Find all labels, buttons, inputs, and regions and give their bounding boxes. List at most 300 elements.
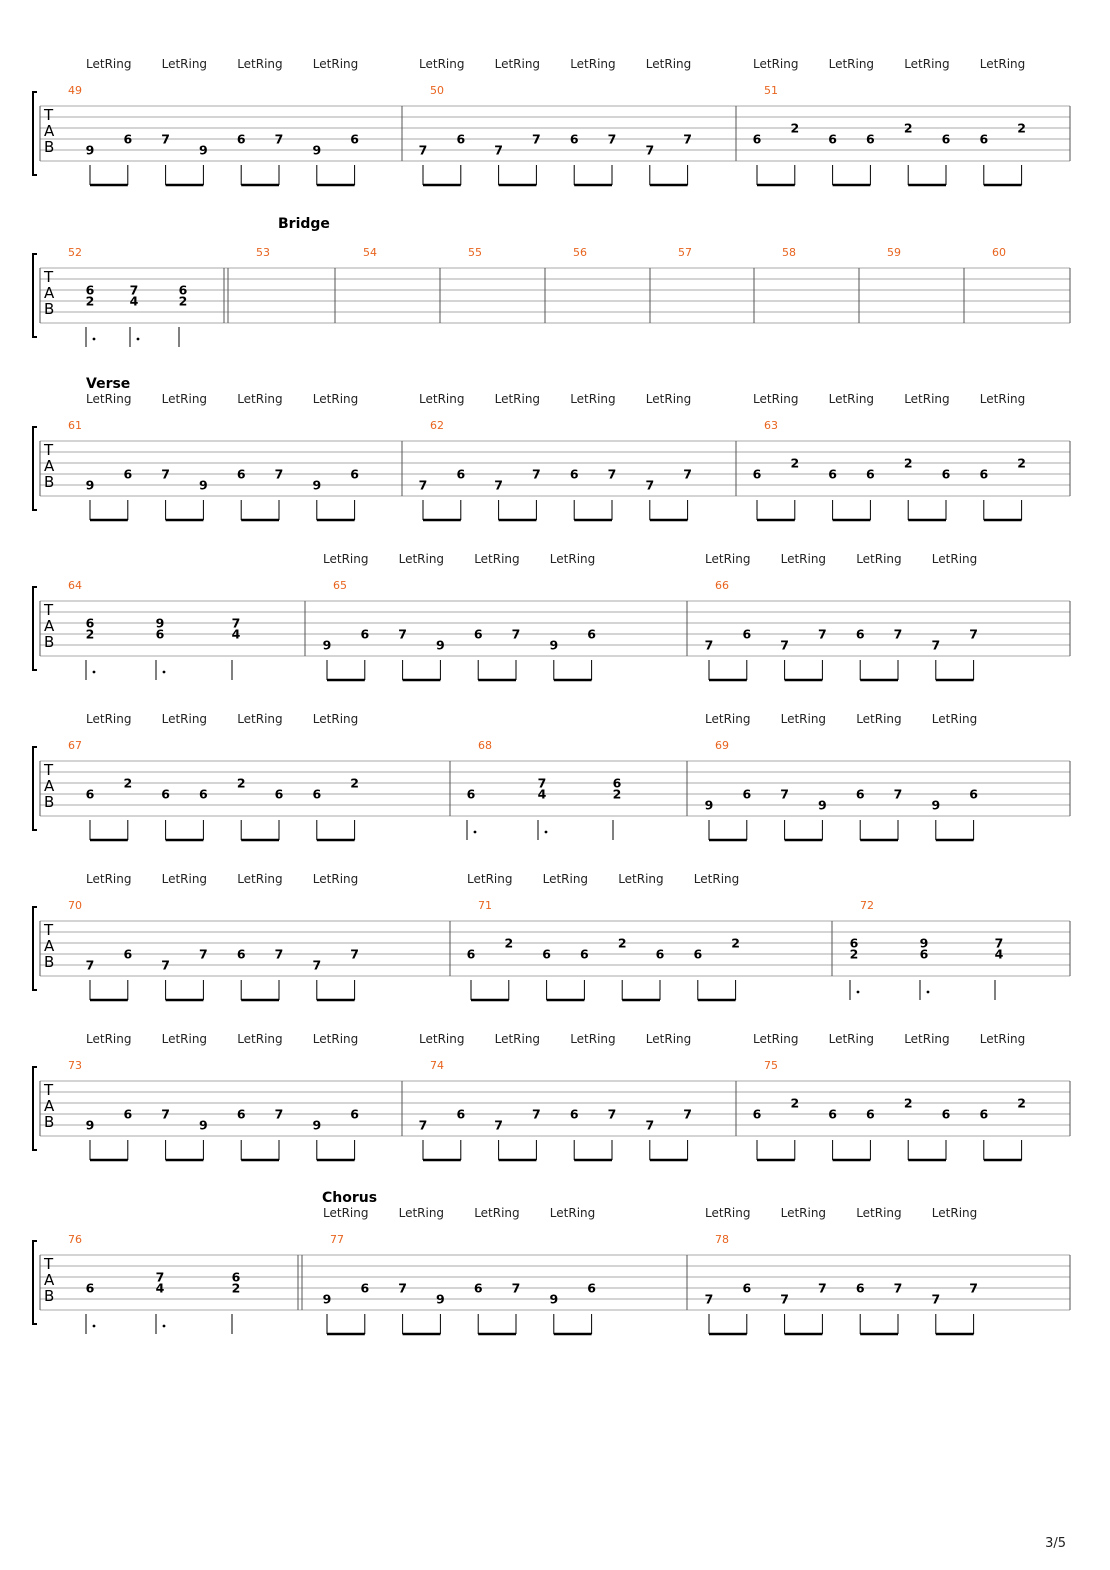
fret-number: 7	[85, 957, 95, 973]
dot	[93, 1325, 96, 1328]
fret-number: 2	[504, 935, 514, 951]
fret-number: 7	[274, 466, 284, 482]
fret-number: 9	[199, 1117, 208, 1133]
let-ring-marking: LetRing	[312, 712, 359, 726]
let-ring-marking: LetRing	[780, 552, 827, 566]
section-label: Bridge	[278, 216, 330, 232]
let-ring-marking: LetRing	[312, 1032, 359, 1046]
let-ring-marking: LetRing	[705, 552, 751, 566]
fret-number: 7	[931, 1291, 941, 1307]
fret-number: 7	[161, 131, 170, 147]
fret-number: 6	[919, 946, 929, 962]
fret-number: 2	[617, 935, 627, 951]
let-ring-marking: LetRing	[161, 712, 208, 726]
fret-number: 6	[855, 1280, 865, 1296]
let-ring-marking: LetRing	[398, 1206, 445, 1220]
measure-number: 49	[68, 84, 82, 97]
let-ring-marking: LetRing	[904, 392, 950, 406]
tab-clef-letter: B	[44, 793, 55, 811]
fret-number: 7	[683, 1106, 692, 1122]
let-ring-marking: LetRing	[237, 712, 283, 726]
fret-number: 6	[123, 946, 133, 962]
fret-number: 2	[790, 455, 800, 471]
fret-number: 4	[994, 946, 1004, 962]
section-label: Chorus	[322, 1190, 378, 1206]
let-ring-marking: LetRing	[979, 1032, 1026, 1046]
fret-number: 6	[587, 626, 596, 642]
fret-number: 7	[418, 477, 428, 493]
tab-clef-letter: A	[44, 1097, 55, 1115]
let-ring-marking: LetRing	[237, 1032, 283, 1046]
let-ring-marking: LetRing	[86, 1032, 132, 1046]
fret-number: 2	[178, 293, 188, 309]
measure-number: 71	[478, 899, 492, 912]
measure-number: 54	[363, 246, 377, 259]
tab-clef-letter: B	[44, 953, 55, 971]
let-ring-marking: LetRing	[419, 1032, 465, 1046]
dot	[163, 671, 166, 674]
measure-number: 53	[256, 246, 270, 259]
tab-clef-letter: T	[44, 268, 54, 286]
staff-bracket	[33, 587, 37, 670]
fret-number: 7	[683, 466, 692, 482]
tab-clef-letter: A	[44, 617, 55, 635]
fret-number: 6	[466, 786, 476, 802]
fret-number: 7	[199, 946, 208, 962]
dot	[474, 831, 477, 834]
fret-number: 6	[123, 1106, 133, 1122]
fret-number: 6	[236, 466, 246, 482]
fret-number: 7	[494, 477, 503, 493]
dot	[163, 1325, 166, 1328]
let-ring-marking: LetRing	[323, 1206, 369, 1220]
fret-number: 7	[931, 637, 941, 653]
measure-number: 76	[68, 1233, 82, 1246]
tab-clef-letter: A	[44, 457, 55, 475]
let-ring-marking: LetRing	[618, 872, 664, 886]
fret-number: 6	[360, 1280, 370, 1296]
fret-number: 6	[350, 131, 359, 147]
let-ring-marking: LetRing	[979, 392, 1026, 406]
fret-number: 7	[231, 615, 241, 631]
let-ring-marking: LetRing	[570, 392, 616, 406]
tab-clef-letter: T	[44, 601, 54, 619]
fret-number: 6	[866, 1106, 875, 1122]
measure-number: 70	[68, 899, 82, 912]
fret-number: 9	[199, 477, 208, 493]
fret-number: 9	[931, 797, 941, 813]
fret-number: 9	[704, 797, 714, 813]
let-ring-marking: LetRing	[931, 552, 978, 566]
fret-number: 6	[742, 786, 752, 802]
fret-number: 9	[919, 935, 929, 951]
let-ring-marking: LetRing	[398, 552, 445, 566]
tab-clef-letter: T	[44, 106, 54, 124]
fret-number: 2	[731, 935, 740, 951]
let-ring-marking: LetRing	[645, 1032, 692, 1046]
staff-bracket	[33, 254, 37, 337]
dot	[93, 671, 96, 674]
fret-number: 6	[350, 1106, 359, 1122]
let-ring-marking: LetRing	[474, 1206, 520, 1220]
fret-number: 4	[129, 293, 139, 309]
measure-number: 72	[860, 899, 874, 912]
fret-number: 2	[1017, 1095, 1026, 1111]
fret-number: 6	[849, 935, 859, 951]
staff-bracket	[33, 747, 37, 830]
fret-number: 6	[828, 1106, 837, 1122]
fret-number: 6	[123, 131, 133, 147]
fret-number: 6	[85, 786, 95, 802]
fret-number: 6	[587, 1280, 596, 1296]
fret-number: 6	[855, 626, 865, 642]
fret-number: 6	[236, 1106, 246, 1122]
let-ring-marking: LetRing	[161, 1032, 208, 1046]
fret-number: 9	[312, 142, 322, 158]
fret-number: 6	[85, 615, 95, 631]
let-ring-marking: LetRing	[856, 552, 902, 566]
let-ring-marking: LetRing	[549, 552, 596, 566]
let-ring-marking: LetRing	[753, 57, 799, 71]
fret-number: 9	[155, 615, 165, 631]
let-ring-marking: LetRing	[494, 57, 541, 71]
fret-number: 9	[312, 477, 322, 493]
fret-number: 7	[780, 637, 789, 653]
fret-number: 2	[1017, 455, 1026, 471]
fret-number: 7	[274, 131, 284, 147]
let-ring-marking: LetRing	[705, 1206, 751, 1220]
tab-clef-letter: T	[44, 1081, 54, 1099]
fret-number: 6	[569, 466, 579, 482]
fret-number: 6	[828, 131, 837, 147]
let-ring-marking: LetRing	[237, 872, 283, 886]
fret-number: 7	[893, 786, 903, 802]
fret-number: 7	[704, 637, 714, 653]
dot	[93, 338, 96, 341]
fret-number: 7	[161, 466, 170, 482]
fret-number: 6	[360, 626, 370, 642]
measure-number: 62	[430, 419, 444, 432]
dot	[137, 338, 140, 341]
fret-number: 6	[473, 1280, 483, 1296]
fret-number: 6	[979, 131, 989, 147]
fret-number: 7	[398, 626, 407, 642]
fret-number: 6	[199, 786, 208, 802]
tab-clef-letter: T	[44, 441, 54, 459]
fret-number: 6	[742, 626, 752, 642]
staff-bracket	[33, 1241, 37, 1324]
let-ring-marking: LetRing	[693, 872, 740, 886]
let-ring-marking: LetRing	[237, 57, 283, 71]
fret-number: 9	[199, 142, 208, 158]
fret-number: 2	[236, 775, 246, 791]
staff-bracket	[33, 1067, 37, 1150]
let-ring-marking: LetRing	[86, 872, 132, 886]
fret-number: 7	[532, 1106, 541, 1122]
fret-number: 4	[155, 1280, 165, 1296]
tab-clef-letter: A	[44, 777, 55, 795]
measure-number: 60	[992, 246, 1006, 259]
fret-number: 7	[418, 142, 428, 158]
let-ring-marking: LetRing	[856, 712, 902, 726]
fret-number: 7	[398, 1280, 407, 1296]
fret-number: 2	[790, 120, 800, 136]
fret-number: 6	[466, 946, 476, 962]
fret-number: 7	[274, 946, 284, 962]
fret-number: 6	[274, 786, 284, 802]
fret-number: 6	[178, 282, 188, 298]
let-ring-marking: LetRing	[753, 392, 799, 406]
page-number: 3/5	[1045, 1536, 1066, 1551]
fret-number: 7	[511, 626, 521, 642]
dot	[545, 831, 548, 834]
fret-number: 7	[607, 1106, 617, 1122]
let-ring-marking: LetRing	[86, 712, 132, 726]
fret-number: 6	[312, 786, 322, 802]
fret-number: 9	[549, 637, 559, 653]
measure-number: 78	[715, 1233, 729, 1246]
measure-number: 73	[68, 1059, 82, 1072]
measure-number: 55	[468, 246, 482, 259]
fret-number: 7	[645, 477, 655, 493]
tab-clef-letter: A	[44, 1271, 55, 1289]
fret-number: 7	[969, 626, 978, 642]
let-ring-marking: LetRing	[931, 712, 978, 726]
fret-number: 6	[941, 466, 951, 482]
tab-clef-letter: A	[44, 284, 55, 302]
let-ring-marking: LetRing	[312, 872, 359, 886]
let-ring-marking: LetRing	[549, 1206, 596, 1220]
fret-number: 9	[549, 1291, 559, 1307]
fret-number: 7	[161, 957, 170, 973]
fret-number: 2	[123, 775, 133, 791]
fret-number: 7	[537, 775, 547, 791]
tab-clef-letter: B	[44, 1287, 55, 1305]
measure-number: 75	[764, 1059, 778, 1072]
dot	[927, 991, 930, 994]
let-ring-marking: LetRing	[856, 1206, 902, 1220]
dot	[857, 991, 860, 994]
let-ring-marking: LetRing	[161, 872, 208, 886]
let-ring-marking: LetRing	[979, 57, 1026, 71]
let-ring-marking: LetRing	[323, 552, 369, 566]
measure-number: 68	[478, 739, 492, 752]
let-ring-marking: LetRing	[780, 1206, 827, 1220]
let-ring-marking: LetRing	[161, 392, 208, 406]
tab-clef-letter: T	[44, 1255, 54, 1273]
fret-number: 7	[129, 282, 139, 298]
tab-clef-letter: B	[44, 633, 55, 651]
fret-number: 6	[752, 1106, 762, 1122]
fret-number: 9	[436, 1291, 445, 1307]
fret-number: 6	[866, 466, 875, 482]
fret-number: 6	[231, 1269, 241, 1285]
fret-number: 6	[979, 466, 989, 482]
fret-number: 7	[607, 131, 617, 147]
fret-number: 7	[893, 1280, 903, 1296]
let-ring-marking: LetRing	[705, 712, 751, 726]
measure-number: 61	[68, 419, 82, 432]
let-ring-marking: LetRing	[542, 872, 589, 886]
fret-number: 6	[456, 131, 466, 147]
fret-number: 9	[85, 1117, 95, 1133]
fret-number: 6	[236, 131, 246, 147]
measure-number: 74	[430, 1059, 444, 1072]
fret-number: 6	[941, 131, 951, 147]
tab-clef-letter: B	[44, 300, 55, 318]
fret-number: 7	[532, 131, 541, 147]
fret-number: 7	[274, 1106, 284, 1122]
fret-number: 9	[322, 637, 332, 653]
fret-number: 2	[903, 1095, 913, 1111]
fret-number: 7	[969, 1280, 978, 1296]
fret-number: 7	[607, 466, 617, 482]
fret-number: 6	[742, 1280, 752, 1296]
fret-number: 2	[849, 946, 859, 962]
fret-number: 6	[456, 1106, 466, 1122]
let-ring-marking: LetRing	[828, 57, 875, 71]
let-ring-marking: LetRing	[828, 392, 875, 406]
let-ring-marking: LetRing	[474, 552, 520, 566]
fret-number: 6	[569, 1106, 579, 1122]
let-ring-marking: LetRing	[86, 392, 132, 406]
fret-number: 9	[85, 142, 95, 158]
fret-number: 2	[85, 293, 95, 309]
fret-number: 6	[752, 466, 762, 482]
fret-number: 7	[155, 1269, 165, 1285]
fret-number: 4	[537, 786, 547, 802]
let-ring-marking: LetRing	[904, 57, 950, 71]
fret-number: 6	[941, 1106, 951, 1122]
fret-number: 2	[790, 1095, 800, 1111]
measure-number: 64	[68, 579, 82, 592]
fret-number: 7	[511, 1280, 521, 1296]
fret-number: 7	[780, 1291, 789, 1307]
fret-number: 4	[231, 626, 241, 642]
fret-number: 6	[569, 131, 579, 147]
let-ring-marking: LetRing	[570, 1032, 616, 1046]
fret-number: 7	[161, 1106, 170, 1122]
fret-number: 9	[818, 797, 827, 813]
fret-number: 7	[418, 1117, 428, 1133]
let-ring-marking: LetRing	[780, 712, 827, 726]
fret-number: 7	[994, 935, 1004, 951]
fret-number: 6	[542, 946, 551, 962]
fret-number: 7	[645, 1117, 655, 1133]
fret-number: 6	[855, 786, 865, 802]
fret-number: 9	[322, 1291, 332, 1307]
measure-number: 65	[333, 579, 347, 592]
fret-number: 6	[580, 946, 589, 962]
let-ring-marking: LetRing	[237, 392, 283, 406]
measure-number: 50	[430, 84, 444, 97]
fret-number: 6	[828, 466, 837, 482]
fret-number: 2	[350, 775, 359, 791]
let-ring-marking: LetRing	[312, 57, 359, 71]
let-ring-marking: LetRing	[494, 1032, 541, 1046]
fret-number: 6	[866, 131, 875, 147]
fret-number: 6	[456, 466, 466, 482]
fret-number: 7	[350, 946, 359, 962]
fret-number: 7	[494, 142, 503, 158]
fret-number: 9	[312, 1117, 322, 1133]
let-ring-marking: LetRing	[931, 1206, 978, 1220]
section-label: Verse	[86, 376, 131, 392]
fret-number: 2	[903, 120, 913, 136]
measure-number: 51	[764, 84, 778, 97]
staff-bracket	[33, 92, 37, 175]
fret-number: 6	[473, 626, 483, 642]
let-ring-marking: LetRing	[494, 392, 541, 406]
fret-number: 9	[85, 477, 95, 493]
let-ring-marking: LetRing	[419, 392, 465, 406]
let-ring-marking: LetRing	[645, 392, 692, 406]
fret-number: 7	[683, 131, 692, 147]
fret-number: 7	[312, 957, 322, 973]
measure-number: 56	[573, 246, 587, 259]
fret-number: 2	[1017, 120, 1026, 136]
tab-clef-letter: B	[44, 1113, 55, 1131]
fret-number: 9	[436, 637, 445, 653]
let-ring-marking: LetRing	[753, 1032, 799, 1046]
let-ring-marking: LetRing	[904, 1032, 950, 1046]
let-ring-marking: LetRing	[86, 57, 132, 71]
fret-number: 6	[161, 786, 170, 802]
let-ring-marking: LetRing	[828, 1032, 875, 1046]
measure-number: 67	[68, 739, 82, 752]
fret-number: 6	[350, 466, 359, 482]
fret-number: 7	[494, 1117, 503, 1133]
fret-number: 2	[231, 1280, 241, 1296]
measure-number: 69	[715, 739, 729, 752]
tab-clef-letter: A	[44, 122, 55, 140]
let-ring-marking: LetRing	[570, 57, 616, 71]
fret-number: 6	[752, 131, 762, 147]
fret-number: 7	[645, 142, 655, 158]
fret-number: 7	[704, 1291, 714, 1307]
fret-number: 6	[969, 786, 978, 802]
fret-number: 7	[818, 1280, 827, 1296]
tab-clef-letter: T	[44, 761, 54, 779]
tab-clef-letter: B	[44, 138, 55, 156]
let-ring-marking: LetRing	[645, 57, 692, 71]
fret-number: 2	[85, 626, 95, 642]
measure-number: 63	[764, 419, 778, 432]
let-ring-marking: LetRing	[161, 57, 208, 71]
fret-number: 6	[612, 775, 622, 791]
measure-number: 57	[678, 246, 692, 259]
tab-clef-letter: A	[44, 937, 55, 955]
fret-number: 6	[655, 946, 665, 962]
let-ring-marking: LetRing	[312, 392, 359, 406]
fret-number: 6	[693, 946, 703, 962]
fret-number: 2	[903, 455, 913, 471]
fret-number: 6	[236, 946, 246, 962]
fret-number: 2	[612, 786, 622, 802]
fret-number: 6	[85, 1280, 95, 1296]
tab-clef-letter: T	[44, 921, 54, 939]
measure-number: 66	[715, 579, 729, 592]
fret-number: 6	[979, 1106, 989, 1122]
staff-bracket	[33, 427, 37, 510]
fret-number: 6	[123, 466, 133, 482]
measure-number: 77	[330, 1233, 344, 1246]
tab-clef-letter: B	[44, 473, 55, 491]
staff-bracket	[33, 907, 37, 990]
fret-number: 6	[155, 626, 165, 642]
let-ring-marking: LetRing	[419, 57, 465, 71]
fret-number: 7	[893, 626, 903, 642]
